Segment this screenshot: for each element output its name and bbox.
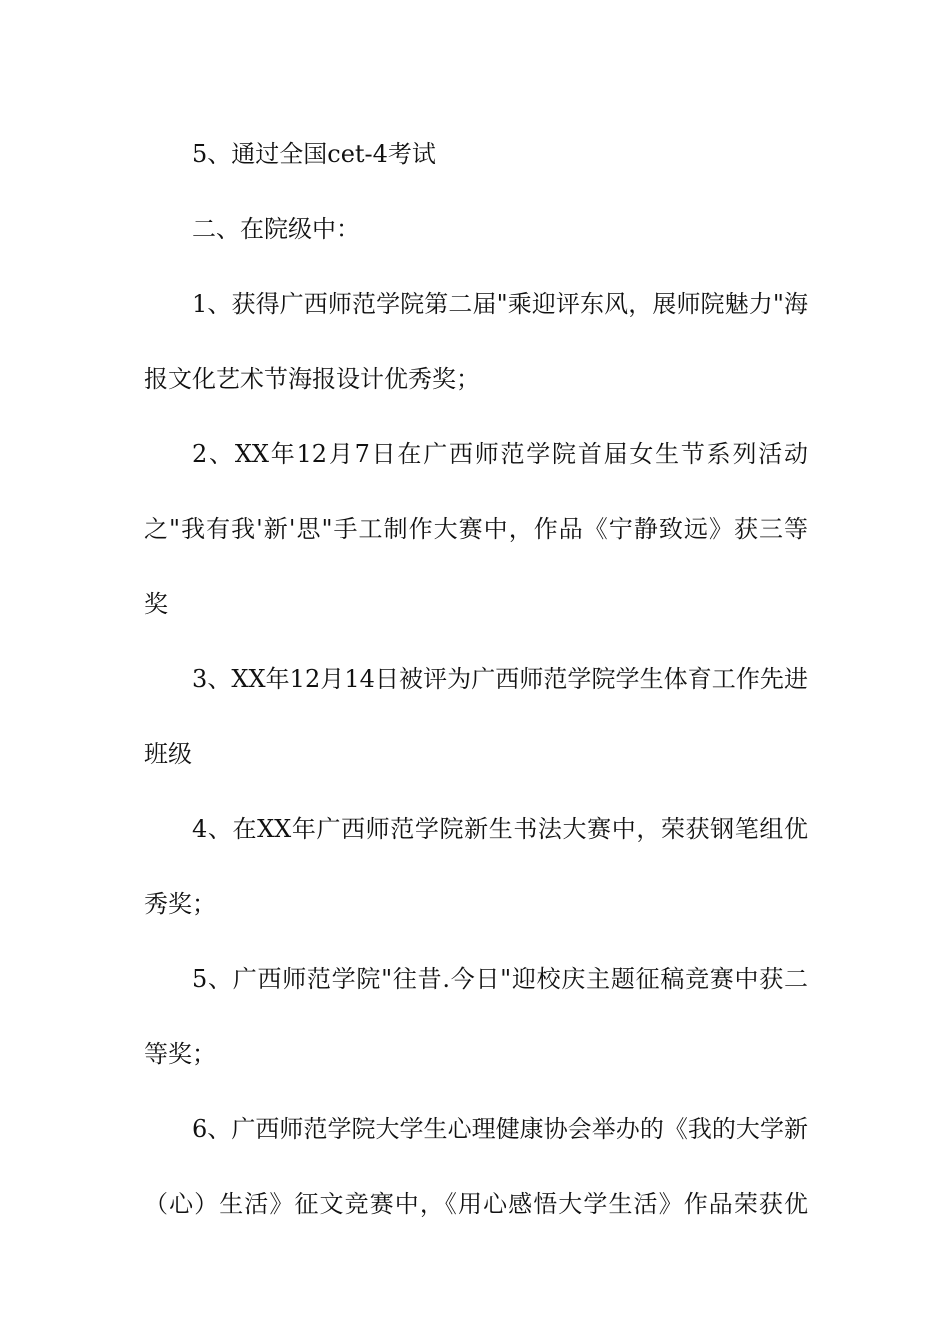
text-line: 6、广西师范学院大学生心理健康协会举办的《我的大学新 bbox=[192, 1115, 808, 1143]
text-line: 之"我有我'新'思"手工制作大赛中，作品《宁静致远》获三等 bbox=[144, 515, 808, 543]
text-line: 等奖； bbox=[144, 1040, 216, 1068]
text-line: 奖 bbox=[144, 590, 168, 618]
text-line: 班级 bbox=[144, 740, 192, 768]
text-line: 秀奖； bbox=[144, 890, 216, 918]
text-line: 5、广西师范学院"往昔.今日"迎校庆主题征稿竞赛中获二 bbox=[192, 965, 808, 993]
text-line: 报文化艺术节海报设计优秀奖； bbox=[144, 365, 480, 393]
text-line: （心）生活》征文竞赛中，《用心感悟大学生活》作品荣获优 bbox=[144, 1190, 808, 1218]
text-line: 1、获得广西师范学院第二届"乘迎评东风，展师院魅力"海 bbox=[192, 290, 808, 318]
text-line: 4、在XX年广西师范学院新生书法大赛中，荣获钢笔组优 bbox=[192, 815, 808, 843]
text-line: 5、通过全国cet-4考试 bbox=[192, 140, 436, 168]
section-heading: 二、在院级中： bbox=[192, 215, 360, 243]
text-line: 3、XX年12月14日被评为广西师范学院学生体育工作先进 bbox=[192, 665, 808, 693]
text-line: 2、XX年12月7日在广西师范学院首届女生节系列活动 bbox=[192, 440, 808, 468]
